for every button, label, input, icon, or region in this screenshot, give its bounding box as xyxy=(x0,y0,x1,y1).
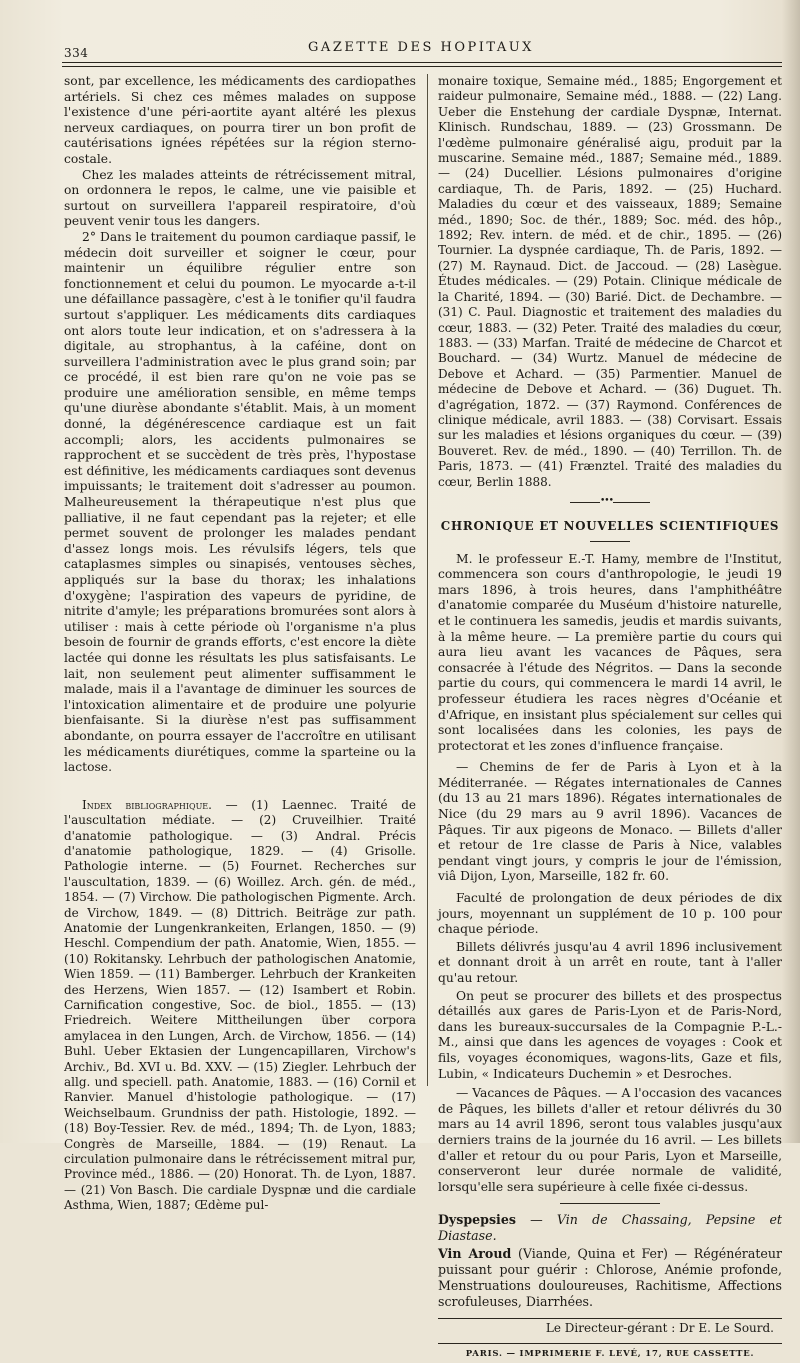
bibliography-text: — (1) Laennec. Traité de l'auscultation médiate. — (2) Cruveilhier. Traité d'anatomie pathologique. — (3) Andral. Précis d'anatomie pathologique, 1829. — (4) Grisolle. Pathologie interne. — (5) Fournet. Recherches sur l'auscultation, 1839. — (6) Woillez. Arch. gén. de méd., 1854. — (7) Virchow. Die pathologischen Pigmente. Arch. de Virchow, 1849. — (8) Dittrich. Beiträge zur path. Anatomie der Lungenkrankeiten, Erlangen, 1850. — (9) Heschl. Compendium der path. Anatomie, Wien, 1855. — (10) Rokitansky. Lehrbuch der pathologischen Anatomie, Wien 1859. — (11) Bamberger. Lehrbuch der Krankeiten des Herzens, Wien 1857. — (12) Isambert et Robin. Carnification congestive, Soc. de biol., 1855. — (13) Friedreich. Weitere Mittheilungen über corpora amylacea in den Lungen, Arch. de Virchow, 1856. — (14) Buhl. Ueber Ektasien der Lungencapillaren, Virchow's Archiv., Bd. XVI u. Bd. XXV. — (15) Ziegler. Lehrbuch der allg. und speciell. path. Anatomie, 1883. — (16) Cornil et Ranvier. Manuel d'histologie pathologique. — (17) Weichselbaum. Grundniss der path. Histologie, 1892. — (18) Boy-Tessier. Rev. de méd., 1894; Th. de Lyon, 1883; Congrès de Marseille, 1884. — (19) Renaut. La circulation pulmonaire dans le rétrécissement mitral pur, Province méd., 1886. — (20) Honorat. Th. de Lyon, 1887. — (21) Von Basch. Die cardiale Dyspnæ und die cardiale Asthma, Wien, 1887; Œdème pul- xyxy=(64,797,417,1213)
news-item: Billets délivrés jusqu'au 4 avril 1896 inclusivement et donnant droit à un arrêt en route, tant à l'aller qu'au retour. xyxy=(438,939,782,985)
page-number: 334 xyxy=(64,46,89,60)
right-column xyxy=(438,74,782,1363)
section-ornament xyxy=(570,500,650,505)
bibliography-continued: monaire toxique, Semaine méd., 1885; Engorgement et raideur pulmonaire, Semaine méd., 1888. — (22) Lang. Ueber die Enstehung der cardiale Dyspnæ, Internat. Klinisch. Rundschau, 1889. — (23) Grossmann. De l'œdème pulmonaire généralisé aigu, produit par la muscarine. Semaine méd., 1887; Semaine méd., 1889. — (24) Ducellier. Lésions pulmonaires d'origine cardiaque, Th. de Paris, 1892. — (25) Huchard. Maladies du cœur et des vaisseaux, 1889; Semaine méd., 1890; Soc. de thér., 1889; Soc. méd. des hôp., 1892; Rev. intern. de méd. et de chir., 1895. — (26) Tournier. La dyspnée cardiaque, Th. de Paris, 1892. — (27) M. Raynaud. Dict. de Jaccoud. — (28) Lasègue. Études médicales. — (29) Potain. Clinique médicale de la Charité, 1894. — (30) Barié. Dict. de Dechambre. — (31) C. Paul. Diagnostic et traitement des maladies du cœur, 1883. — (32) Peter. Traité des maladies du cœur, 1883. — (33) Marfan. Traité de médecine de Charcot et Bouchard. — (34) Wurtz. Manuel de médecine de Debove et Achard. — (35) Parmentier. Manuel de médecine de Debove et Achard. — (36) Duguet. Th. d'agrégation, 1872. — (37) Raymond. Conférences de clinique médicale, avril 1883. — (38) Corvisart. Essais sur les maladies et lésions organiques du cœur. — (39) Bouveret. Rev. de méd., 1890. — (40) Terrillon. Th. de Paris, 1873. — (41) Frænztel. Traité des maladies du cœur, Berlin 1888. xyxy=(438,74,782,489)
news-item: — Vacances de Pâques. — A l'occasion des vacances de Pâques, les billets d'aller et retour délivrés du 30 mars au 14 avril 1896, seront tous valables jusqu'aux derniers trains de la journée du 16 avril. — Les billets d'aller et retour du ou pour Paris, Lyon et Marseille, conserveront leur durée normale de validité, lorsqu'elle sera supérieure à celle fixée ci-dessus. xyxy=(438,1086,782,1194)
paragraph: Chez les malades atteints de rétrécissement mitral, on ordonnera le repos, le calme, une vie paisible et surtout on surveillera l'appareil respiratoire, d'où peuvent venir tous les dangers. xyxy=(64,167,416,229)
ad-label: Vin Aroud xyxy=(438,1246,512,1262)
ad-text: (Viande, Quina et Fer) — Régénérateur puissant pour guérir : Chlorose, Anémie profonde, Menstruations douloureuses, Rachitisme, Affections scrofuleuses, Diarrhées. xyxy=(438,1246,782,1310)
section-title: CHRONIQUE ET NOUVELLES SCIENTIFIQUES xyxy=(440,518,780,533)
paragraph: sont, par excellence, les médicaments des cardiopathes artériels. Si chez ces mêmes malades on suppose l'existence d'une péri-aortite ayant altéré les plexus nerveux cardiaques, on pourra tirer un bon profit de cautérisations ignées répétées sur la région sterno-costale. xyxy=(64,74,416,166)
footer-rule xyxy=(438,1318,782,1319)
running-title: GAZETTE DES HOPITAUX xyxy=(308,40,534,55)
printer-imprint: PARIS. — IMPRIMERIE F. LEVÉ, 17, RUE CASSETTE. xyxy=(438,1343,782,1363)
bibliography xyxy=(64,798,416,1214)
director-signature: Le Directeur-gérant : Dr E. Le Sourd. xyxy=(545,1321,774,1336)
header-rule xyxy=(62,62,782,67)
section-rule xyxy=(560,1203,660,1204)
bibliography-label: Index bibliographique. xyxy=(82,797,212,812)
news-item: M. le professeur E.-T. Hamy, membre de l'Institut, commencera son cours d'anthropologie, le jeudi 19 mars 1896, à trois heures, dans l'amphithéâtre d'anatomie comparée du Muséum d'histoire naturelle, et le continuera les samedis, jeudis et mardis suivants, à la même heure. — La première partie du cours qui aura lieu avant les vacances de Pâques, sera consacrée à l'étude des Négritos. — Dans la seconde partie du cours, qui commencera le mardi 14 avril, le professeur étudiera les races nègres d'Océanie et d'Afrique, en insistant plus spécialement sur celles qui sont localisées dans les colonies, les pays de protectorat et les zones d'influence française. xyxy=(438,551,782,753)
section-rule xyxy=(590,541,630,542)
advertisement-dyspepsies xyxy=(438,1212,782,1244)
column-divider xyxy=(427,74,428,1086)
page-spine-shadow xyxy=(782,0,800,1143)
news-item: Faculté de prolongation de deux périodes de dix jours, moyennant un supplément de 10 p. 100 pour chaque période. xyxy=(438,891,782,937)
paragraph: 2° Dans le traitement du poumon cardiaque passif, le médecin doit surveiller et soigner le cœur, pour maintenir un équilibre régulier entre son fonctionnement et celui du poumon. Le myocarde a-t-il une défaillance passagère, c'est à le tonifier qu'il faudra surtout s'appliquer. Les médicaments dits cardiaques ont alors toute leur indication, et on s'adressera à la digitale, au strophantus, à la caféine, dont on surveillera l'administration avec le plus grand soin; par ce procédé, il est bien rare qu'on ne voie pas se produire une amélioration sensible, en même temps qu'une diurèse abondante s'établit. Mais, à un moment donné, la dégénérescence cardiaque est un fait accompli; alors, les accidents pulmonaires se rapprochent et se succèdent de très près, l'hypostase est définitive, les médicaments cardiaques sont devenus impuissants; le traitement doit s'adresser au poumon. Malheureusement la thérapeutique n'est plus que palliative, il ne faut cependant pas la rejeter; et elle permet souvent de prolonger les malades pendant d'assez longs mois. Les révulsifs légers, tels que cataplasmes simples ou sinapisés, ventouses sèches, appliqués sur la base du thorax; les inhalations d'oxygène; l'aspiration des vapeurs de pyridine, de nitrite d'amyle; les préparations bromurées sont alors à utiliser : mais à cette période où l'organisme n'a plus besoin de fournir de grands efforts, c'est encore la diète lactée qui donne les résultats les plus satisfaisants. Le lait, non seulement peut alimenter suffisamment le malade, mais il a l'avantage de diminuer les sources de l'intoxication alimentaire et de produire une polyurie bienfaisante. Si la diurèse n'est pas suffisamment abondante, on pourra essayer de l'accroître en utilisant les médicaments diurétiques, comme la sparteine ou la lactose. xyxy=(64,229,416,775)
advertisement-vin-aroud xyxy=(438,1246,782,1310)
left-column xyxy=(64,74,416,1214)
ad-label: Dyspepsies xyxy=(438,1212,516,1228)
news-item: — Chemins de fer de Paris à Lyon et à la Méditerranée. — Régates internationales de Cannes (du 13 au 21 mars 1896). Régates internationales de Nice (du 29 mars au 9 avril 1896). Vacances de Pâques. Tir aux pigeons de Monaco. — Billets d'aller et retour de 1re classe de Paris à Nice, valables pendant vingt jours, y compris le jour de l'émission, viâ Dijon, Lyon, Marseille, 182 fr. 60. xyxy=(438,760,782,884)
news-item: On peut se procurer des billets et des prospectus détaillés aux gares de Paris-Lyon et de Paris-Nord, dans les bureaux-succursales de la Compagnie P.-L.-M., ainsi que dans les agences de voyages : Cook et fils, voyages économiques, wagons-lits, Gaze et fils, Lubin, « Indicateurs Duchemin » et Desroches. xyxy=(438,988,782,1081)
ad-text: — Vin de Chassaing, Pepsine et Diastase. xyxy=(438,1212,782,1244)
